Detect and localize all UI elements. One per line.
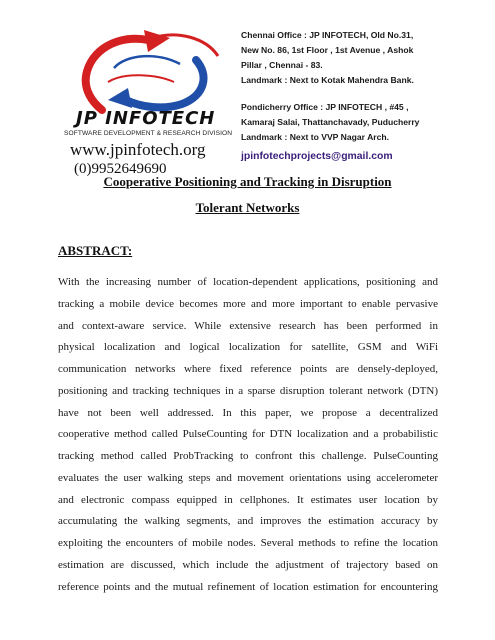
abstract-line: have not been well addressed. In this paper, we propose a decentralized	[58, 406, 438, 419]
chennai-office-line-2: New No. 86, 1st Floor , 1st Avenue , Ashok	[241, 45, 414, 55]
abstract-line: tracking a mobile device becomes more and more important to enable pervasive	[58, 297, 438, 310]
red-blue-swoosh-icon	[78, 24, 228, 116]
email-link[interactable]: jpinfotechprojects@gmail.com	[241, 151, 393, 162]
brand-name: JP INFOTECH	[76, 108, 216, 129]
pondicherry-office-line-1: Pondicherry Office : JP INFOTECH , #45 ,	[241, 102, 409, 112]
office-addresses	[241, 28, 441, 164]
abstract-line: physical localization and logical localization for satellite, GSM and WiFi	[58, 341, 438, 354]
abstract-line: positioning and tracking techniques in a sparse disruption tolerant network (DTN)	[58, 384, 438, 397]
abstract-line: and context-aware service. While extensive research has been performed in	[58, 319, 438, 332]
abstract-line: and electronic compass equipped in cellphones. It estimates user location by	[58, 493, 438, 506]
abstract-line: exploiting the encounters of mobile nodes. Several methods to refine the location	[58, 537, 438, 549]
phone-number: (0)9952649690	[74, 161, 167, 177]
abstract-line: reference points and the mutual refinement of location estimation for encountering	[58, 580, 438, 593]
chennai-office-line-3: Pillar , Chennai - 83.	[241, 60, 323, 70]
pondicherry-office-line-2: Kamaraj Salai, Thattanchavady, Puducherry	[241, 117, 420, 127]
chennai-landmark: Landmark : Next to Kotak Mahendra Bank.	[241, 75, 414, 85]
letterhead	[60, 22, 440, 177]
abstract-line: communication networks where fixed reference points are densely-deployed,	[58, 363, 438, 375]
division-tagline: SOFTWARE DEVELOPMENT & RESEARCH DIVISION	[64, 130, 233, 137]
paper-title-line-1: Cooperative Positioning and Tracking in Disruption	[103, 174, 392, 189]
abstract-body	[58, 272, 438, 598]
abstract-heading: ABSTRACT:	[58, 243, 133, 258]
abstract-line: estimation are discussed, which include the adjustment of trajectory based on	[58, 558, 438, 571]
company-logo	[60, 22, 238, 177]
paper-title-line-2: Tolerant Networks	[195, 200, 300, 215]
abstract-line: tracking method called ProbTracking to confront this challenge. PulseCounting	[58, 450, 438, 462]
website-link[interactable]: www.jpinfotech.org	[70, 140, 206, 159]
address-spacer	[241, 88, 441, 100]
abstract-line: accumulating the walking segments, and improves the estimation accuracy by	[58, 515, 438, 528]
chennai-office-line-1: Chennai Office : JP INFOTECH, Old No.31,	[241, 30, 414, 40]
abstract-line: cooperative method called PulseCounting for DTN localization and a probabilistic	[58, 428, 438, 441]
pondicherry-landmark: Landmark : Next to VVP Nagar Arch.	[241, 132, 390, 142]
abstract-line: With the increasing number of location-dependent applications, positioning and	[58, 276, 438, 288]
abstract-line: evaluates the user walking steps and movement orientations using accelerometer	[58, 471, 438, 484]
